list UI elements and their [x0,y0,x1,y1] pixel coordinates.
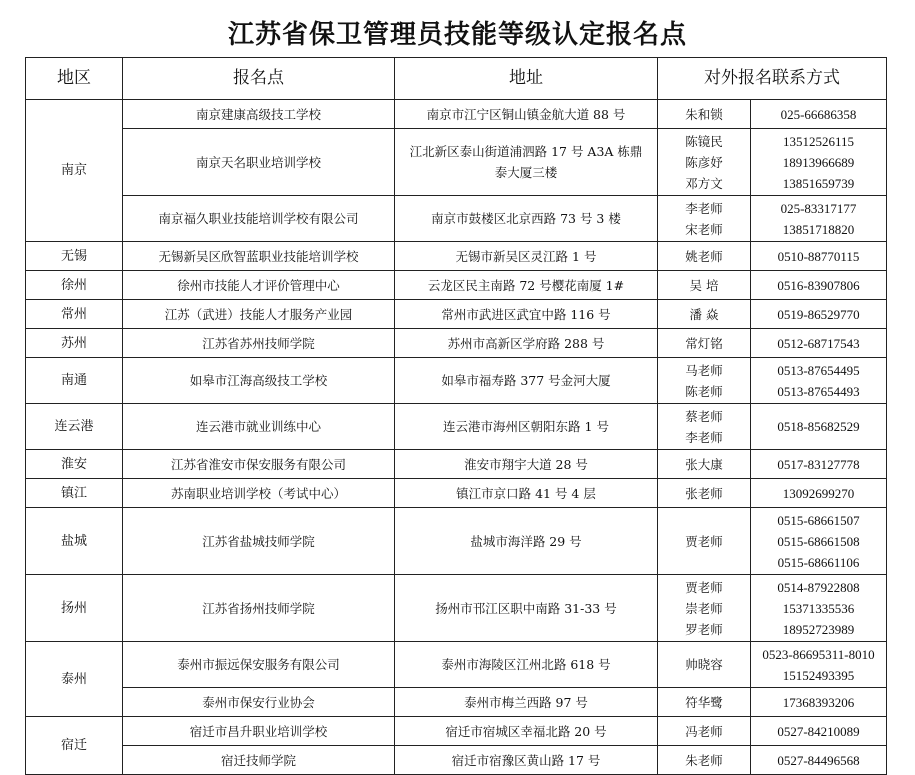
region-cell: 盐城 [26,508,123,575]
phone-cell: 0527-84496568 [751,746,887,775]
contact-person-cell: 符华鹭 [658,688,751,717]
contact-person-cell-line: 蔡老师 [685,408,723,424]
contact-person-cell-line: 贾老师 [685,579,723,595]
table-row [26,404,887,450]
contact-person-cell-line: 马老师 [685,362,723,378]
site-cell: 江苏省淮安市保安服务有限公司 [123,450,395,479]
address-cell: 盐城市海洋路 29 号 [395,508,658,575]
address-cell: 淮安市翔宇大道 28 号 [395,450,658,479]
region-cell: 苏州 [26,329,123,358]
phone-cell: 0517-83127778 [751,450,887,479]
site-cell: 江苏（武进）技能人才服务产业园 [123,300,395,329]
contact-person-cell-line: 罗老师 [685,621,723,637]
address-cell-line: 江北新区泰山街道浦泗路 17 号 A3A 栋鼎 [409,144,643,159]
contact-person-cell-line: 李老师 [685,200,723,216]
contact-person-cell: 冯老师 [658,717,751,746]
site-cell: 南京建康高级技工学校 [123,100,395,129]
table-row [26,271,887,300]
address-cell: 镇江市京口路 41 号 4 层 [395,479,658,508]
address-cell: 连云港市海州区朝阳东路 1 号 [395,404,658,450]
header-site: 报名点 [123,58,395,100]
phone-cell: 0519-86529770 [751,300,887,329]
table-row [26,329,887,358]
site-cell: 连云港市就业训练中心 [123,404,395,450]
phone-cell [751,358,887,404]
phone-cell [751,642,887,688]
header-contact: 对外报名联系方式 [658,58,887,100]
address-cell: 南京市江宁区铜山镇金航大道 88 号 [395,100,658,129]
table-row [26,450,887,479]
site-cell: 泰州市振远保安服务有限公司 [123,642,395,688]
site-cell: 无锡新吴区欣智蓝职业技能培训学校 [123,242,395,271]
table-row [26,642,887,688]
contact-person-cell [658,129,751,196]
header-address: 地址 [395,58,658,100]
contact-person-cell [658,358,751,404]
phone-cell [751,196,887,242]
table-row [26,717,887,746]
phone-cell: 13092699270 [751,479,887,508]
phone-cell-line: 0515-68661507 [777,512,860,528]
contact-person-cell-line: 陈老师 [685,383,723,399]
region-cell: 徐州 [26,271,123,300]
contact-person-cell: 张老师 [658,479,751,508]
table-row [26,100,887,129]
phone-cell: 0518-85682529 [751,404,887,450]
phone-cell-line: 13851718820 [782,221,855,237]
address-cell-line: 泰大厦三楼 [494,165,558,180]
contact-person-cell-line: 崇老师 [685,600,723,616]
region-cell: 镇江 [26,479,123,508]
phone-cell-line: 0523-86695311-8010 [762,646,875,662]
contact-person-cell-line: 陈镜民 [685,133,723,149]
table-row [26,479,887,508]
table-row [26,575,887,642]
contact-person-cell [658,404,751,450]
contact-person-cell-line: 宋老师 [685,221,723,237]
phone-cell-line: 0513-87654495 [777,362,860,378]
contact-person-cell-line: 邓方文 [685,175,723,191]
phone-cell-line: 13512526115 [782,133,855,149]
address-cell: 扬州市邗江区职中南路 31-33 号 [395,575,658,642]
phone-cell-line: 0513-87654493 [777,383,860,399]
site-cell: 泰州市保安行业协会 [123,688,395,717]
region-cell: 南通 [26,358,123,404]
phone-cell: 17368393206 [751,688,887,717]
contact-person-cell: 姚老师 [658,242,751,271]
phone-cell: 0516-83907806 [751,271,887,300]
address-cell [395,129,658,196]
phone-cell-line: 0515-68661106 [777,554,860,570]
contact-person-cell: 吴 培 [658,271,751,300]
table-body [26,100,887,775]
site-cell: 徐州市技能人才评价管理中心 [123,271,395,300]
site-cell: 江苏省盐城技师学院 [123,508,395,575]
table-row [26,129,887,196]
contact-person-cell [658,196,751,242]
site-cell: 江苏省扬州技师学院 [123,575,395,642]
contact-person-cell: 帅晓容 [658,642,751,688]
header-row [26,58,887,100]
contact-person-cell: 常灯铭 [658,329,751,358]
phone-cell: 0512-68717543 [751,329,887,358]
header-region: 地区 [26,58,123,100]
region-cell: 常州 [26,300,123,329]
phone-cell-line: 15371335536 [782,600,855,616]
site-cell: 如皋市江海高级技工学校 [123,358,395,404]
phone-cell-line: 18952723989 [782,621,855,637]
phone-cell-line: 0515-68661508 [777,533,860,549]
phone-cell-line: 18913966689 [782,154,855,170]
phone-cell: 0527-84210089 [751,717,887,746]
contact-person-cell-line: 李老师 [685,429,723,445]
phone-cell-line: 15152493395 [782,667,855,683]
region-cell: 宿迁 [26,717,123,775]
phone-cell-line: 0514-87922808 [777,579,860,595]
table-row [26,196,887,242]
site-cell: 江苏省苏州技师学院 [123,329,395,358]
contact-person-cell: 贾老师 [658,508,751,575]
address-cell: 常州市武进区武宜中路 116 号 [395,300,658,329]
phone-cell: 0510-88770115 [751,242,887,271]
phone-cell-line: 025-83317177 [780,200,857,216]
contact-person-cell: 潘 焱 [658,300,751,329]
phone-cell [751,129,887,196]
site-cell: 苏南职业培训学校（考试中心） [123,479,395,508]
site-cell: 南京福久职业技能培训学校有限公司 [123,196,395,242]
contact-person-cell [658,575,751,642]
table-row [26,300,887,329]
region-cell: 扬州 [26,575,123,642]
region-cell: 连云港 [26,404,123,450]
table-row [26,688,887,717]
page-title: 江苏省保卫管理员技能等级认定报名点 [227,20,687,50]
table-row [26,746,887,775]
registration-table [25,57,887,775]
region-cell: 淮安 [26,450,123,479]
contact-person-cell-line: 陈彦妤 [685,154,723,170]
table-row [26,358,887,404]
address-cell: 宿迁市宿豫区黄山路 17 号 [395,746,658,775]
region-cell: 南京 [26,100,123,242]
phone-cell [751,575,887,642]
phone-cell [751,508,887,575]
phone-cell: 025-66686358 [751,100,887,129]
region-cell: 泰州 [26,642,123,717]
address-cell: 宿迁市宿城区幸福北路 20 号 [395,717,658,746]
address-cell: 南京市鼓楼区北京西路 73 号 3 楼 [395,196,658,242]
site-cell: 南京天名职业培训学校 [123,129,395,196]
site-cell: 宿迁技师学院 [123,746,395,775]
table-row [26,242,887,271]
address-cell: 苏州市高新区学府路 288 号 [395,329,658,358]
address-cell: 泰州市梅兰西路 97 号 [395,688,658,717]
table-row [26,508,887,575]
site-cell: 宿迁市昌升职业培训学校 [123,717,395,746]
address-cell: 无锡市新吴区灵江路 1 号 [395,242,658,271]
contact-person-cell: 张大康 [658,450,751,479]
contact-person-cell: 朱和锁 [658,100,751,129]
contact-person-cell: 朱老师 [658,746,751,775]
region-cell: 无锡 [26,242,123,271]
address-cell: 云龙区民主南路 72 号樱花南厦 1# [395,271,658,300]
phone-cell-line: 13851659739 [782,175,855,191]
address-cell: 如皋市福寿路 377 号金河大厦 [395,358,658,404]
address-cell: 泰州市海陵区江州北路 618 号 [395,642,658,688]
